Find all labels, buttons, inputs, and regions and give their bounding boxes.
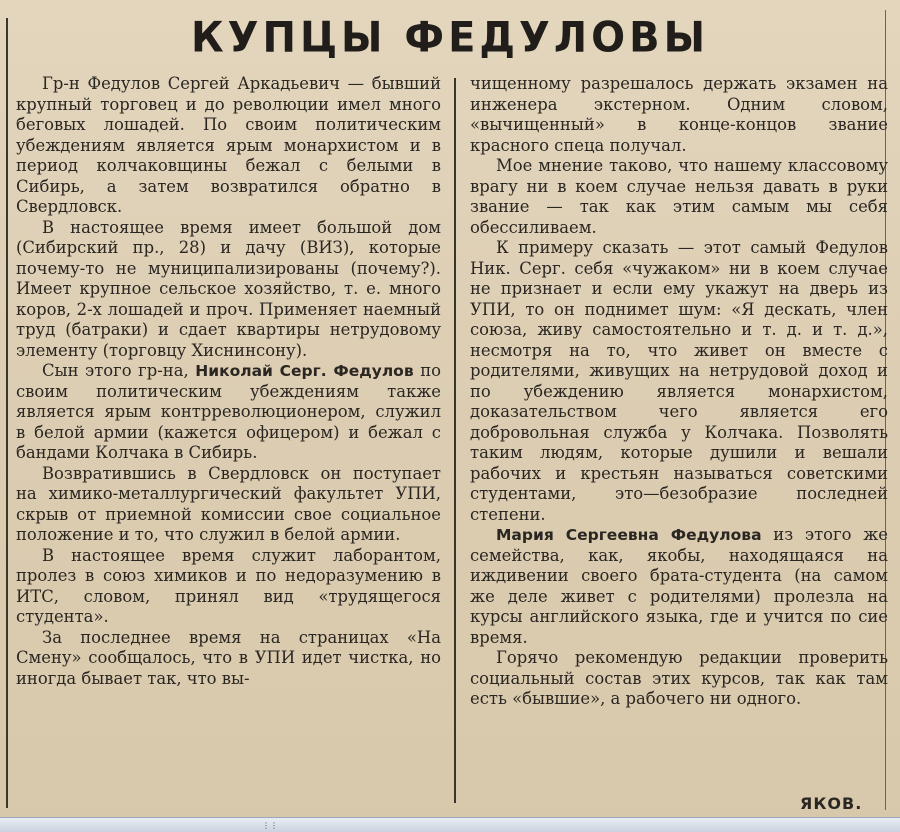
article-title: КУПЦЫ ФЕДУЛОВЫ [190,13,710,63]
right-column [470,74,888,710]
text-run: Сын этого гр-на, [42,361,196,380]
paragraph: чищенному разрешалось держать экзамен на инженера экстерном. Одним словом, «вычищенный» в конце-концов звание красного спеца получал. [470,74,888,155]
text-run: по своим политическим убеждениям также является ярым контрреволюционером, служил в белой армии (кажется офицером) и бежал с бандами Колчака в Сибирь. [16,361,441,462]
paragraph: Горячо рекомендую редакции проверить социальный состав этих курсов, так как там есть «бывшие», а рабочего ни одного. [470,648,888,708]
paragraph [16,361,441,464]
page-edge-left [6,18,8,808]
paragraph: За последнее время на страницах «На Смену» сообщалось, что в УПИ идет чистка, но иногда бывает так, что вы- [16,627,441,688]
author-signature: ЯКОВ. [800,794,863,813]
paragraph: Гр-н Федулов Сергей Аркадьевич — бывший крупный торговец и до революции имел много беговых лошадей. По своим политическим убеждениям является ярым монархистом и в период колчаковщины бежал с белыми в Сибирь, а затем возвратился обратно в Свердловск. [16,74,441,216]
column-divider [454,78,456,803]
paragraph: Возвратившись в Свердловск он поступает на химико-металлургический факультет УПИ, скрыв от приемной комиссии свое социальное положение и то, что служил в белой армии. [16,463,441,544]
paragraph: К примеру сказать — этот самый Федулов Ник. Серг. себя «чужаком» ни в коем случае не признает и если ему укажут на дверь из УПИ, то он поднимет шум: «Я дескать, член союза, живу самостоятельно и т. д. и т. д.», несмотря на то, что живет он вместе с родителями, живущих на нетрудовой доход и по убеждению является монархистом, доказательством чего является его добровольная служба у Колчака. Позволять таким людям, которые душили и вешали рабочих и крестьян называться советскими студентами, это—безобразие последней степени. [470,238,888,524]
viewer-scrollbar[interactable] [0,817,900,832]
paragraph: В настоящее время служит лаборантом, пролез в союз химиков и по недоразумению в ИТС, словом, принял вид «трудящегося студента». [16,545,441,626]
text-run: из этого же семейства, как, якобы, находящаяся на иждивении своего брата-студента (на самом же деле живет с родителями) пролезла на курсы английского языка, где и учится по сие время. [470,525,888,647]
paragraph: В настоящее время имеет большой дом (Сибирский пр., 28) и дачу (ВИЗ), которые почему-то не муниципализированы (почему?). Имеет крупное сельское хозяйство, т. е. много коров, 2-х лошадей и проч. Применяет наемный труд (батраки) и сдает квартиры нетрудовому элементу (торговцу Хиснинсону). [16,217,441,360]
highlighted-name: Мария Сергеевна Федулова [496,526,762,544]
paragraph [470,525,888,648]
paragraph: Мое мнение таково, что нашему классовому врагу ни в коем случае нельзя давать в руки звание — так как этим самым мы себя обессиливаем. [470,156,888,237]
left-column [16,74,441,689]
scrollbar-grip-icon[interactable]: ⋮⋮ [262,821,278,830]
highlighted-name: Николай Серг. Федулов [195,362,414,380]
